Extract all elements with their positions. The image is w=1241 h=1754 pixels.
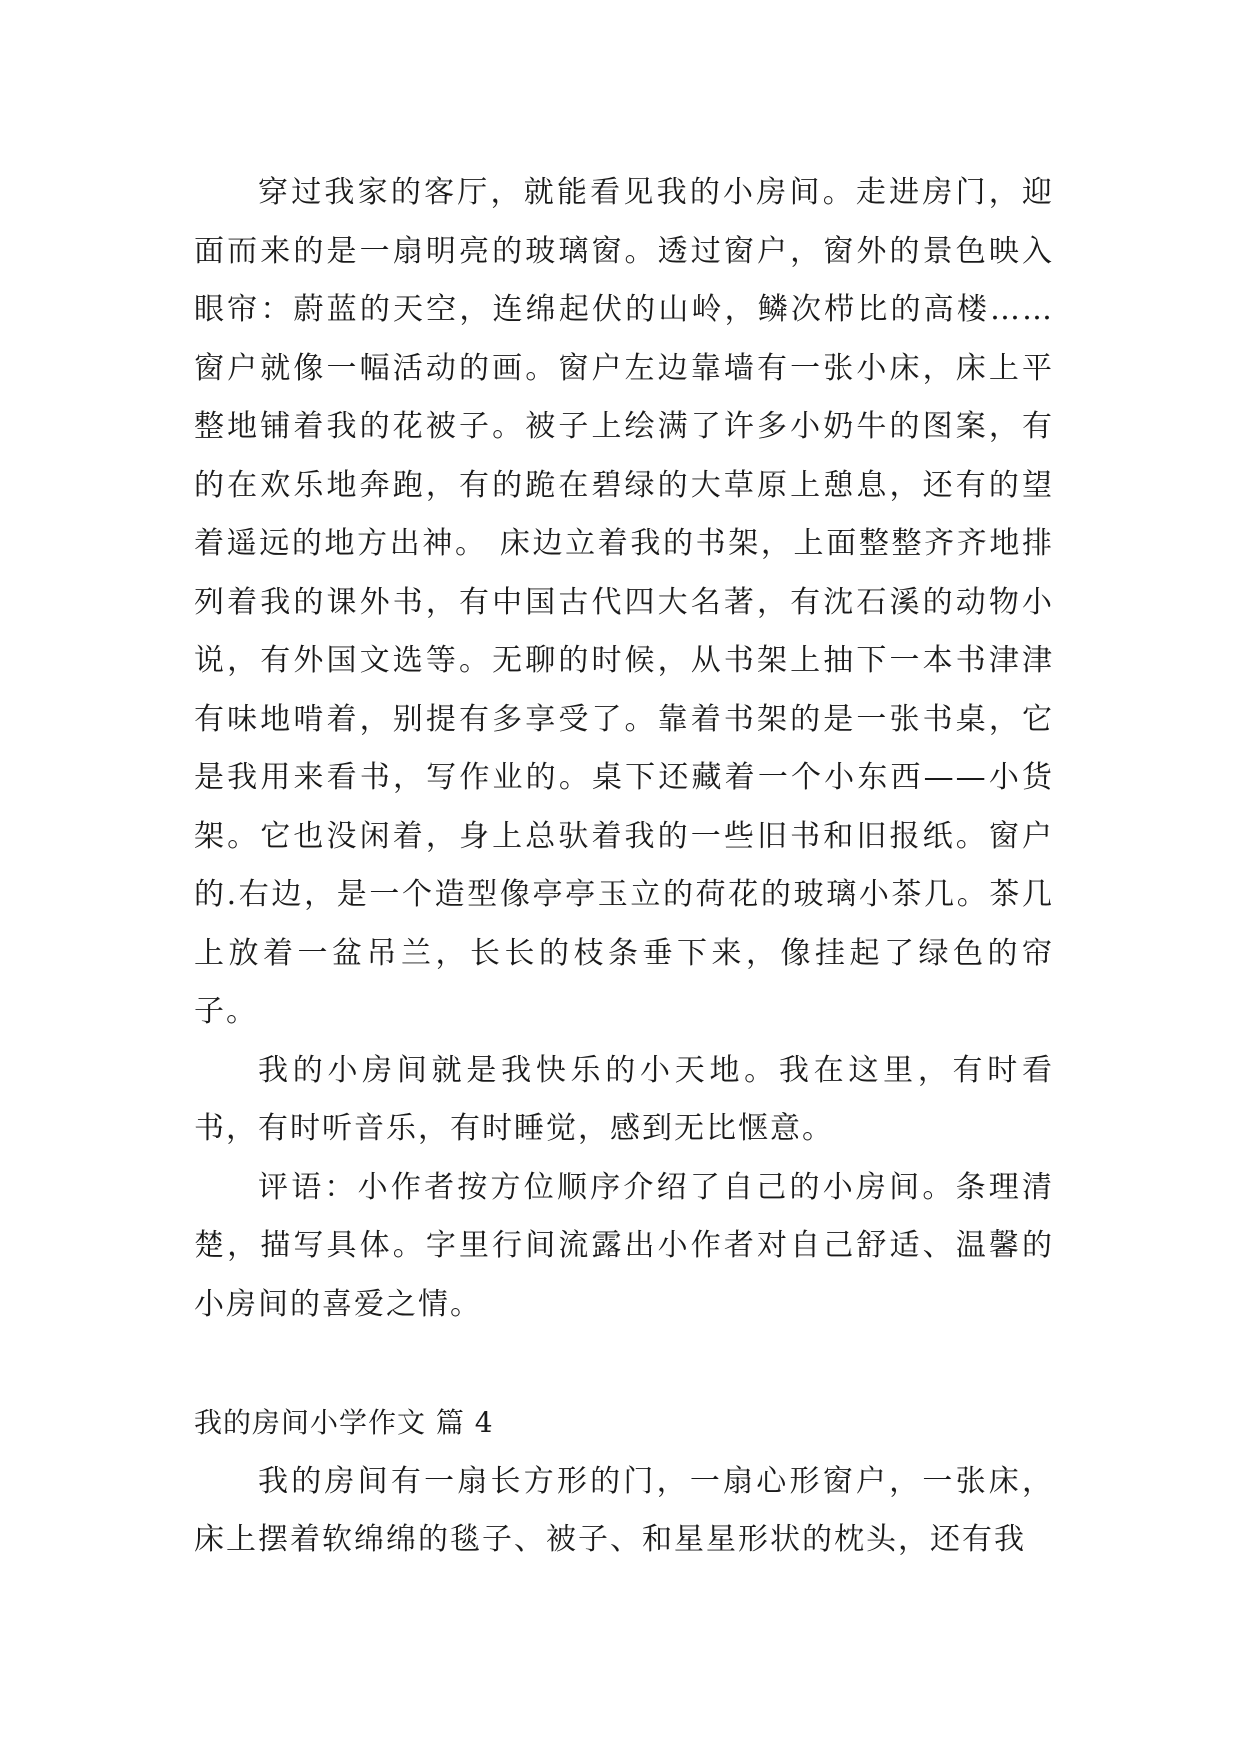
section-title: 我的房间小学作文 篇 4 <box>194 1406 494 1439</box>
paragraph-section4-intro: 我的房间有一扇长方形的门，一扇心形窗户，一张床，床上摆着软绵绵的毯子、被子、和星星形状的枕头，还有我 <box>194 1463 1054 1557</box>
paragraph-comment: 评语：小作者按方位顺序介绍了自己的小房间。条理清楚，描写具体。字里行间流露出小作者对自己舒适、温馨的小房间的喜爱之情。 <box>194 1169 1054 1322</box>
document-body <box>194 164 1054 1570</box>
paragraph-room-description: 穿过我家的客厅，就能看见我的小房间。走进房门，迎面而来的是一扇明亮的玻璃窗。透过窗户，窗外的景色映入眼帘：蔚蓝的天空，连绵起伏的山岭，鳞次栉比的高楼……窗户就像一幅活动的画。窗户左边靠墙有一张小床，床上平整地铺着我的花被子。被子上绘满了许多小奶牛的图案，有的在欢乐地奔跑，有的跪在碧绿的大草原上憩息，还有的望着遥远的地方出神。 床边立着我的书架，上面整整齐齐地排列着我的课外书，有中国古代四大名著，有沈石溪的动物小说，有外国文选等。无聊的时候，从书架上抽下一本书津津有味地啃着，别提有多享受了。靠着书架的是一张书桌，它是我用来看书，写作业的。桌下还藏着一个小东西——小货架。它也没闲着，身上总驮着我的一些旧书和旧报纸。窗户的.右边，是一个造型像亭亭玉立的荷花的玻璃小茶几。茶几上放着一盆吊兰，长长的枝条垂下来，像挂起了绿色的帘子。 <box>194 175 1054 1029</box>
paragraph-happy-place: 我的小房间就是我快乐的小天地。我在这里，有时看书，有时听音乐，有时睡觉，感到无比惬意。 <box>194 1052 1054 1146</box>
